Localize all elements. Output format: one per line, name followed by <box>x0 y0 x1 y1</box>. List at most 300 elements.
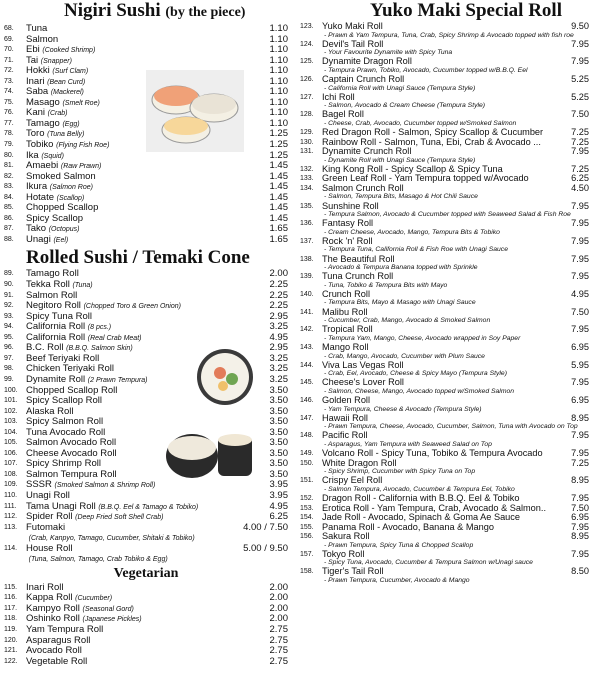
item-price: 1.10 <box>269 96 288 108</box>
item-description: (8 pcs.) <box>87 324 112 332</box>
item-description: (Smelt Roe) <box>62 99 100 107</box>
special-list <box>300 22 589 585</box>
item-price: 7.25 <box>571 136 589 147</box>
item-number: 117. <box>4 604 18 612</box>
item-description: - Tempura Salmon, Avocado & Cucumber topped with Seaweed Salad & Fish Roe <box>324 211 571 218</box>
special-item <box>300 431 589 441</box>
item-description: - Prawn Tempura, Spicy Tuna & Chopped Scallop <box>324 541 474 549</box>
item-name: Tamago <box>26 117 60 129</box>
item-price: 7.95 <box>571 377 589 388</box>
item-number: 146. <box>300 397 314 405</box>
item-name: Avocado Roll <box>26 645 82 657</box>
item-name: Tobiko <box>26 139 54 151</box>
nigiri-photo <box>146 70 244 152</box>
item-price: 7.95 <box>571 448 589 459</box>
item-number: 151. <box>300 477 314 485</box>
item-description: (Real Crab Meat) <box>87 334 142 342</box>
item-number: 90. <box>4 281 14 289</box>
item-price: 7.25 <box>571 127 589 138</box>
item-price: 5.00 / 9.50 <box>243 542 288 554</box>
item-name: Tama Unagi Roll <box>26 500 96 512</box>
item-number: 140. <box>300 290 314 298</box>
item-description: - Salmon Tempura, Avocado, Cucumber & Tempura Eel, Tobiko <box>324 485 515 493</box>
item-name: Ika <box>26 149 39 161</box>
item-price: 7.95 <box>571 253 589 264</box>
vegetarian-list <box>4 583 288 667</box>
item-price: 4.95 <box>269 500 288 512</box>
item-price: 6.95 <box>571 395 589 406</box>
special-item <box>300 567 589 577</box>
item-price: 2.00 <box>269 602 288 614</box>
item-description: (Smoked Salmon & Shrimp Roll) <box>54 482 156 490</box>
item-number: 78. <box>4 130 14 138</box>
item-name: Dynamite Crunch Roll <box>322 146 412 157</box>
item-description: (Mackerel) <box>50 89 84 97</box>
item-number: 103. <box>4 418 18 426</box>
item-price: 1.10 <box>269 33 288 45</box>
item-description: (Japanese Pickles) <box>82 616 142 624</box>
item-name: Ebi <box>26 44 40 56</box>
item-name: Sakura Roll <box>322 531 370 541</box>
item-name: Chopped Scallop Roll <box>26 384 118 396</box>
special-item <box>300 308 589 318</box>
item-description: (2 Prawn Tempura) <box>87 376 148 384</box>
item-price: 7.50 <box>571 306 589 317</box>
item-description: - Spicy Shrimp, Cucumber with Spicy Tuna on Top <box>324 468 476 476</box>
item-number: 139. <box>300 273 314 281</box>
item-price: 8.95 <box>571 475 589 486</box>
item-price: 1.45 <box>269 181 288 193</box>
item-name: Bagel Roll <box>322 109 364 120</box>
item-name: Jade Roll - Avocado, Spinach & Goma Ae Sauce <box>322 512 520 522</box>
item-description: (Tuna) <box>72 282 93 290</box>
item-number: 120. <box>4 636 18 644</box>
item-name: Fantasy Roll <box>322 218 374 229</box>
item-description: (Egg) <box>62 120 80 128</box>
item-name: Ikura <box>26 181 48 193</box>
item-number: 141. <box>300 308 314 316</box>
item-number: 155. <box>300 523 314 531</box>
item-name: Inari Roll <box>26 581 64 593</box>
item-number: 104. <box>4 428 18 436</box>
item-description: (Tuna Belly) <box>47 131 85 139</box>
item-number: 132. <box>300 165 314 173</box>
item-number: 102. <box>4 407 18 415</box>
item-number: 106. <box>4 449 18 457</box>
item-name: Dynamite Dragon Roll <box>322 56 412 67</box>
item-number: 112. <box>4 513 18 521</box>
menu-item <box>4 657 288 668</box>
item-number: 73. <box>4 77 14 85</box>
item-price: 2.00 <box>269 613 288 625</box>
item-number: 86. <box>4 214 14 222</box>
item-price: 2.75 <box>269 655 288 667</box>
item-price: 7.95 <box>571 521 589 532</box>
item-description: (Snapper) <box>40 57 72 65</box>
item-price: 2.00 <box>269 581 288 593</box>
item-description: - Tempura Bits, Mayo & Masago with Unagi Sauce <box>324 299 476 307</box>
item-price: 1.10 <box>269 86 288 98</box>
item-number: 135. <box>300 202 314 210</box>
item-number: 153. <box>300 504 314 512</box>
special-item <box>300 459 589 469</box>
left-column <box>4 0 288 667</box>
item-number: 124. <box>300 40 314 48</box>
item-price: 8.50 <box>571 566 589 577</box>
item-price: 1.10 <box>269 44 288 56</box>
item-description: (Chopped Toro & Green Onion) <box>83 303 181 311</box>
item-name: Rainbow Roll - Salmon, Tuna, Ebi, Crab & Avocado ... <box>322 136 541 147</box>
item-name: Salmon Roll <box>26 289 78 301</box>
item-number: 145. <box>300 379 314 387</box>
item-number: 149. <box>300 450 314 458</box>
item-name: Saba <box>26 86 49 98</box>
item-price: 1.45 <box>269 170 288 182</box>
special-item <box>300 361 589 371</box>
item-number: 74. <box>4 88 14 96</box>
special-item <box>300 110 589 120</box>
item-price: 6.25 <box>269 511 288 523</box>
item-price: 7.95 <box>571 548 589 559</box>
item-name: Spider Roll <box>26 511 73 523</box>
item-description: (Scallop) <box>56 194 85 202</box>
item-name: Kappa Roll <box>26 592 73 604</box>
item-number: 101. <box>4 397 18 405</box>
item-price: 1.45 <box>269 191 288 203</box>
menu-item <box>4 235 288 246</box>
item-description: (Cucumber) <box>75 595 113 603</box>
item-price: 3.50 <box>269 416 288 428</box>
item-name: White Dragon Roll <box>322 457 397 468</box>
item-number: 122. <box>4 657 18 665</box>
item-name: Cheese Avocado Roll <box>26 447 117 459</box>
item-price: 4.95 <box>269 331 288 343</box>
item-number: 113. <box>4 523 18 531</box>
item-name: Salmon Tempura Roll <box>26 468 117 480</box>
item-name: B.C. Roll <box>26 342 64 354</box>
item-name: Crispy Eel Roll <box>322 475 383 486</box>
item-name: Erotica Roll - Yam Tempura, Crab, Avocado & Salmon.. <box>322 502 547 513</box>
item-name: Yuko Maki Roll <box>322 21 383 31</box>
item-description: - Tempura Tuna, California Roll & Fish Roe with Unagi Sauce <box>324 246 508 254</box>
item-description: (Raw Prawn) <box>60 163 102 171</box>
item-price: 7.50 <box>571 502 589 513</box>
item-number: 91. <box>4 291 14 299</box>
item-description: - Crab, Mango, Avocado, Cucumber with Plum Sauce <box>324 352 485 360</box>
item-name: Tropical Roll <box>322 324 373 335</box>
item-price: 2.75 <box>269 645 288 657</box>
special-item <box>300 57 589 67</box>
item-description: - Prawn Tempura, Cheese, Avocado, Cucumber, Salmon, Tuna with Avocado on Top <box>324 423 578 431</box>
item-name: Spicy Scallop <box>26 212 84 224</box>
item-name: Hawaii Roll <box>322 412 368 423</box>
item-price: 1.25 <box>269 128 288 140</box>
item-description: (Flying Fish Roe) <box>56 142 110 150</box>
item-name: Kampyo Roll <box>26 602 80 614</box>
item-price: 1.10 <box>269 23 288 34</box>
item-name: Golden Roll <box>322 395 371 406</box>
item-number: 80. <box>4 151 14 159</box>
item-name: Yam Tempura Roll <box>26 623 104 635</box>
item-number: 92. <box>4 302 14 310</box>
item-number: 99. <box>4 375 14 383</box>
item-number: 137. <box>300 237 314 245</box>
item-name: Smoked Salmon <box>26 170 96 182</box>
item-description: (Seasonal Gord) <box>82 605 134 613</box>
item-name: SSSR <box>26 479 52 491</box>
item-description: - Prawn Tempura, Cucumber, Avocado & Mango <box>324 576 470 584</box>
item-number: 125. <box>300 58 314 66</box>
item-number: 158. <box>300 568 314 576</box>
item-description: (Cooked Shrimp) <box>42 47 96 55</box>
rolled-photo <box>190 346 260 408</box>
item-price: 1.65 <box>269 223 288 235</box>
item-name: House Roll <box>26 542 73 554</box>
item-number: 97. <box>4 354 14 362</box>
item-name: California Roll <box>26 321 86 333</box>
item-description: (Tuna, Salmon, Tamago, Crab Tobiko & Egg) <box>28 556 168 564</box>
item-name: Hokki <box>26 65 50 77</box>
item-description: - Tempura Prawn, Tobiko, Avocado, Cucumber topped w/B.B.Q. Eel <box>324 66 528 74</box>
item-price: 1.25 <box>269 149 288 161</box>
item-name: Salmon Crunch Roll <box>322 182 404 193</box>
item-number: 136. <box>300 220 314 228</box>
item-price: 3.25 <box>269 373 288 385</box>
item-price: 3.50 <box>269 468 288 480</box>
item-number: 150. <box>300 459 314 467</box>
item-price: 3.50 <box>269 426 288 438</box>
rolled-heading: Rolled Sushi / Temaki Cone <box>26 247 250 269</box>
item-description: - Salmon, Avocado & Cream Cheese (Tempura Style) <box>324 102 486 110</box>
item-name: Masago <box>26 96 60 108</box>
item-number: 128. <box>300 111 314 119</box>
item-number: 116. <box>4 594 18 602</box>
item-name: Tuna Avocado Roll <box>26 426 106 438</box>
item-number: 118. <box>4 615 18 623</box>
item-price: 6.95 <box>571 342 589 352</box>
rolled-list <box>4 269 288 564</box>
item-number: 75. <box>4 98 14 106</box>
special-item <box>300 202 589 212</box>
item-number: 72. <box>4 67 14 75</box>
item-price: 1.45 <box>269 212 288 224</box>
item-description: - Salmon, Tempura Bits, Masago & Hot Chili Sauce <box>324 193 478 201</box>
item-price: 3.95 <box>269 479 288 491</box>
item-description: (B.B.Q. Salmon Skin) <box>66 345 133 353</box>
menu-item <box>4 35 288 46</box>
item-price: 2.25 <box>269 289 288 301</box>
item-price: 5.25 <box>571 74 589 85</box>
item-price: 1.10 <box>269 75 288 87</box>
item-description: - Prawn & Yam Tempura, Tuna, Crab, Spicy Shrimp & Avocado topped with fish roe <box>324 31 574 39</box>
special-item <box>300 290 589 300</box>
special-item <box>300 22 589 32</box>
item-name: King Kong Roll - Spicy Scallop & Spicy Tuna <box>322 163 503 174</box>
item-price: 7.95 <box>571 146 589 157</box>
item-number: 108. <box>4 470 18 478</box>
item-price: 2.25 <box>269 300 288 312</box>
item-name: Futomaki <box>26 521 66 533</box>
item-name: Salmon <box>26 33 59 45</box>
item-price: 7.50 <box>571 109 589 120</box>
item-number: 100. <box>4 386 18 394</box>
item-price: 2.00 <box>269 592 288 604</box>
item-number: 109. <box>4 481 18 489</box>
item-description: - Asparagus, Yam Tempura with Seaweed Salad on Top <box>324 440 492 448</box>
item-price: 8.95 <box>571 412 589 423</box>
item-number: 79. <box>4 141 14 149</box>
menu-item <box>4 554 288 565</box>
item-price: 1.10 <box>269 54 288 66</box>
item-number: 138. <box>300 255 314 263</box>
item-name: Spicy Salmon Roll <box>26 416 104 428</box>
item-name: Tai <box>26 54 39 66</box>
special-heading: Yuko Maki Special Roll <box>370 0 562 21</box>
item-name: Crunch Roll <box>322 288 370 299</box>
item-price: 7.25 <box>571 457 589 468</box>
item-name: Chicken Teriyaki Roll <box>26 363 114 375</box>
item-name: Volcano Roll - Spicy Tuna, Tobiko & Tempura Avocado <box>322 448 543 459</box>
item-name: Cheese's Lover Roll <box>322 377 404 388</box>
item-price: 3.50 <box>269 458 288 470</box>
special-item <box>300 325 589 335</box>
item-price: 1.10 <box>269 65 288 77</box>
item-price: 1.45 <box>269 160 288 172</box>
item-price: 2.00 <box>269 268 288 280</box>
item-description: - Yam Tempura, Cheese & Avocado (Tempura Style) <box>324 405 482 413</box>
item-number: 68. <box>4 25 14 32</box>
item-price: 2.25 <box>269 279 288 291</box>
item-price: 7.95 <box>571 235 589 246</box>
item-price: 5.25 <box>571 91 589 102</box>
item-price: 1.25 <box>269 139 288 151</box>
item-price: 4.95 <box>571 288 589 299</box>
item-description: (Crab, Kanpyo, Tamago, Cucumber, Shitaki & Tobiko) <box>28 535 195 543</box>
special-item <box>300 219 589 229</box>
item-name: Unagi Roll <box>26 489 70 501</box>
item-name: Tekka Roll <box>26 279 70 291</box>
item-number: 89. <box>4 270 14 278</box>
special-item <box>300 476 589 486</box>
item-price: 3.50 <box>269 384 288 396</box>
item-description: (Crab) <box>47 110 68 118</box>
item-name: Negitoro Roll <box>26 300 81 312</box>
item-number: 98. <box>4 365 14 373</box>
item-name: Hotate <box>26 191 54 203</box>
item-name: The Beautiful Roll <box>322 253 395 264</box>
item-description: - Tempura Yam, Mango, Cheese, Avocado wrapped in Soy Paper <box>324 334 521 342</box>
item-description: - California Roll with Unagi Sauce (Tempura Style) <box>324 84 476 92</box>
item-price: 6.95 <box>571 512 589 522</box>
item-name: Captain Crunch Roll <box>322 74 405 85</box>
item-price: 7.25 <box>571 163 589 174</box>
item-number: 70. <box>4 46 14 54</box>
item-name: Dynamite Roll <box>26 373 86 385</box>
item-name: Tuna Crunch Roll <box>322 271 394 282</box>
item-description: - Avocado & Tempura Banana topped with Sprinkle <box>324 264 478 272</box>
item-name: Salmon Avocado Roll <box>26 437 117 449</box>
special-item <box>300 343 589 353</box>
special-item <box>300 396 589 406</box>
item-price: 3.25 <box>269 363 288 375</box>
item-number: 110. <box>4 491 18 499</box>
item-description: - Dynamite Roll with Unagi Sauce (Tempura Style) <box>324 156 476 164</box>
item-description: (B.B.Q. Eel & Tamago & Tobiko) <box>98 503 199 511</box>
item-number: 83. <box>4 183 14 191</box>
item-description: - Salmon, Cheese, Mango, Avocado topped w/Smoked Salmon <box>324 387 515 395</box>
item-price: 4.00 / 7.50 <box>243 521 288 533</box>
special-item <box>300 414 589 424</box>
item-name: Spicy Tuna Roll <box>26 310 93 322</box>
item-number: 142. <box>300 326 314 334</box>
special-item <box>300 255 589 265</box>
item-name: Rock 'n' Roll <box>322 235 373 246</box>
item-price: 7.95 <box>571 324 589 335</box>
item-price: 4.50 <box>571 182 589 193</box>
item-number: 156. <box>300 533 314 540</box>
item-name: Ichi Roll <box>322 91 355 102</box>
item-price: 3.25 <box>269 321 288 333</box>
item-name: Tiger's Tail Roll <box>322 566 384 577</box>
item-description: (Octopus) <box>48 226 80 234</box>
special-item <box>300 237 589 247</box>
item-number: 107. <box>4 460 18 468</box>
item-number: 127. <box>300 93 314 101</box>
item-price: 7.95 <box>571 493 589 503</box>
special-item <box>300 532 589 542</box>
item-name: Malibu Roll <box>322 306 368 317</box>
special-item <box>300 184 589 194</box>
item-price: 3.25 <box>269 352 288 364</box>
item-name: Alaska Roll <box>26 405 74 417</box>
item-price: 7.95 <box>571 271 589 282</box>
menu-item <box>4 523 288 534</box>
item-price: 3.50 <box>269 405 288 417</box>
item-description: - Crab, Eel, Avocado, Cheese & Spicy Mayo (Tempura Style) <box>324 370 507 378</box>
item-price: 7.95 <box>571 38 589 49</box>
item-description: (Deep Fried Soft Shell Crab) <box>75 514 164 522</box>
item-price: 1.65 <box>269 233 288 245</box>
item-name: Amaebi <box>26 160 59 172</box>
item-description: (Surf Clam) <box>52 68 89 76</box>
item-number: 147. <box>300 414 314 422</box>
item-name: Tokyo Roll <box>322 548 365 559</box>
temaki-photo <box>162 426 258 482</box>
item-number: 152. <box>300 495 314 502</box>
right-column <box>300 0 589 585</box>
item-name: Sunshine Roll <box>322 200 379 211</box>
item-name: Spicy Scallop Roll <box>26 395 103 407</box>
item-name: Tuna <box>26 23 48 34</box>
item-number: 85. <box>4 204 14 212</box>
item-number: 76. <box>4 109 14 117</box>
item-price: 5.95 <box>571 359 589 370</box>
menu-item <box>4 544 288 555</box>
item-price: 6.25 <box>571 173 589 184</box>
item-number: 87. <box>4 225 14 233</box>
item-price: 2.95 <box>269 310 288 322</box>
item-name: Kani <box>26 107 46 119</box>
item-price: 3.95 <box>269 489 288 501</box>
item-price: 7.95 <box>571 56 589 67</box>
item-number: 131. <box>300 148 314 156</box>
item-number: 115. <box>4 583 18 591</box>
item-name: Oshinko Roll <box>26 613 80 625</box>
item-name: Red Dragon Roll - Salmon, Spicy Scallop & Cucumber <box>322 127 544 138</box>
item-description: - Spicy Tuna, Avocado, Cucumber & Tempura Salmon w/Unagi sauce <box>324 559 533 567</box>
item-name: Green Leaf Roll - Yam Tempura topped w/Avocado <box>322 173 529 184</box>
item-number: 84. <box>4 193 14 201</box>
